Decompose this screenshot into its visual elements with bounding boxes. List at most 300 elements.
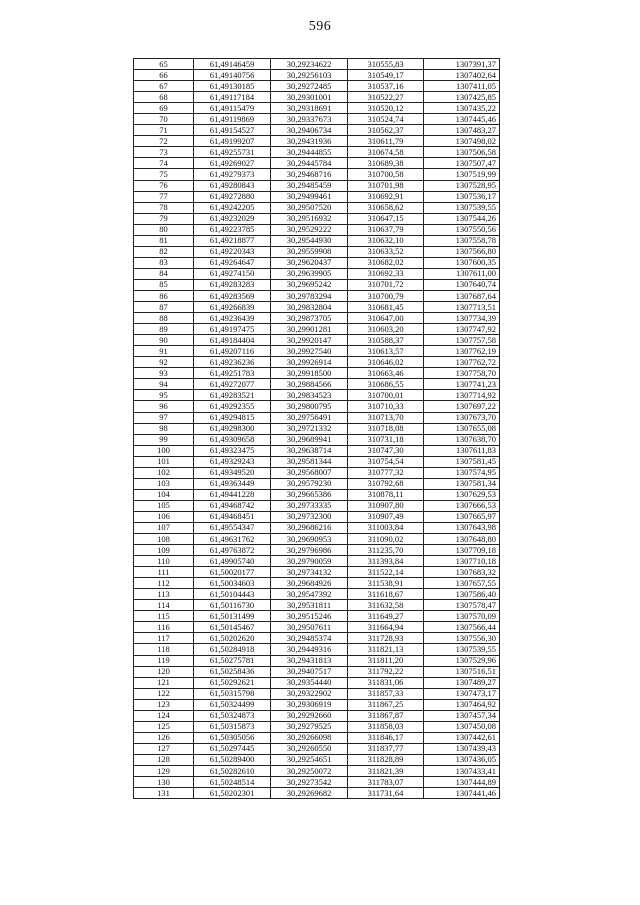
x-coordinate-cell: 310731,18 [348,434,424,445]
table-row [134,655,500,666]
x-coordinate-cell: 310613,57 [348,346,424,357]
latitude-cell: 61,49283283 [194,279,271,290]
x-coordinate-cell: 310524,74 [348,114,424,125]
table-row [134,777,500,788]
y-coordinate-cell: 1307536,17 [424,191,500,202]
point-number-cell: 89 [134,324,194,335]
latitude-cell: 61,49236439 [194,313,271,324]
table-row [134,147,500,158]
latitude-cell: 61,50258436 [194,666,271,677]
latitude-cell: 61,50020177 [194,567,271,578]
table-row [134,257,500,268]
x-coordinate-cell: 310710,33 [348,401,424,412]
longitude-cell: 30,29665386 [271,489,348,500]
latitude-cell: 61,49363449 [194,478,271,489]
table-row [134,390,500,401]
y-coordinate-cell: 1307473,17 [424,688,500,699]
point-number-cell: 68 [134,92,194,103]
table-row [134,754,500,765]
latitude-cell: 61,49199207 [194,136,271,147]
latitude-cell: 61,49223785 [194,224,271,235]
longitude-cell: 30,29732300 [271,511,348,522]
longitude-cell: 30,29721332 [271,423,348,434]
x-coordinate-cell: 311235,70 [348,545,424,556]
point-number-cell: 93 [134,368,194,379]
longitude-cell: 30,29406734 [271,125,348,136]
y-coordinate-cell: 1307683,32 [424,567,500,578]
latitude-cell: 61,50315873 [194,721,271,732]
page-number: 596 [308,19,332,34]
longitude-cell: 30,29684926 [271,578,348,589]
x-coordinate-cell: 310700,79 [348,290,424,301]
y-coordinate-cell: 1307714,92 [424,390,500,401]
longitude-cell: 30,29686216 [271,522,348,533]
point-number-cell: 124 [134,710,194,721]
longitude-cell: 30,29918500 [271,368,348,379]
longitude-cell: 30,29579230 [271,478,348,489]
point-number-cell: 83 [134,257,194,268]
latitude-cell: 61,49119869 [194,114,271,125]
table-row [134,246,500,257]
coordinates-table [133,58,500,799]
y-coordinate-cell: 1307758,70 [424,368,500,379]
x-coordinate-cell: 311618,67 [348,589,424,600]
y-coordinate-cell: 1307648,80 [424,534,500,545]
latitude-cell: 61,49309658 [194,434,271,445]
latitude-cell: 61,49197475 [194,324,271,335]
table-row [134,59,500,70]
y-coordinate-cell: 1307433,41 [424,766,500,777]
x-coordinate-cell: 310555,83 [348,59,424,70]
longitude-cell: 30,29254651 [271,754,348,765]
y-coordinate-cell: 1307483,27 [424,125,500,136]
latitude-cell: 61,49554347 [194,522,271,533]
x-coordinate-cell: 310537,16 [348,81,424,92]
x-coordinate-cell: 310674,58 [348,147,424,158]
longitude-cell: 30,29269682 [271,788,348,799]
x-coordinate-cell: 310632,10 [348,235,424,246]
y-coordinate-cell: 1307665,97 [424,511,500,522]
point-number-cell: 67 [134,81,194,92]
table-row [134,125,500,136]
table-row [134,467,500,478]
point-number-cell: 104 [134,489,194,500]
longitude-cell: 30,29689941 [271,434,348,445]
y-coordinate-cell: 1307528,95 [424,180,500,191]
x-coordinate-cell: 311867,87 [348,710,424,721]
y-coordinate-cell: 1307687,64 [424,290,500,301]
table-row [134,567,500,578]
y-coordinate-cell: 1307566,80 [424,246,500,257]
latitude-cell: 61,50275781 [194,655,271,666]
longitude-cell: 30,29485374 [271,633,348,644]
y-coordinate-cell: 1307666,53 [424,500,500,511]
point-number-cell: 74 [134,158,194,169]
latitude-cell: 61,49468742 [194,500,271,511]
table-row [134,666,500,677]
table-row [134,412,500,423]
x-coordinate-cell: 310692,33 [348,268,424,279]
table-row [134,522,500,533]
table-row [134,710,500,721]
point-number-cell: 66 [134,70,194,81]
point-number-cell: 109 [134,545,194,556]
point-number-cell: 105 [134,500,194,511]
y-coordinate-cell: 1307734,39 [424,313,500,324]
longitude-cell: 30,29256103 [271,70,348,81]
latitude-cell: 61,50292621 [194,677,271,688]
point-number-cell: 122 [134,688,194,699]
latitude-cell: 61,49232029 [194,213,271,224]
point-number-cell: 103 [134,478,194,489]
longitude-cell: 30,29449316 [271,644,348,655]
point-number-cell: 84 [134,268,194,279]
longitude-cell: 30,29516932 [271,213,348,224]
point-number-cell: 85 [134,279,194,290]
table-row [134,169,500,180]
longitude-cell: 30,29507520 [271,202,348,213]
y-coordinate-cell: 1307506,58 [424,147,500,158]
table-row [134,478,500,489]
table-row [134,346,500,357]
table-row [134,743,500,754]
point-number-cell: 130 [134,777,194,788]
latitude-cell: 61,49283569 [194,290,271,301]
table-row [134,357,500,368]
y-coordinate-cell: 1307629,53 [424,489,500,500]
coordinates-table-body [134,59,500,799]
longitude-cell: 30,29927540 [271,346,348,357]
x-coordinate-cell: 310700,01 [348,390,424,401]
point-number-cell: 81 [134,235,194,246]
longitude-cell: 30,29407517 [271,666,348,677]
x-coordinate-cell: 311858,03 [348,721,424,732]
table-row [134,401,500,412]
table-row [134,633,500,644]
y-coordinate-cell: 1307643,98 [424,522,500,533]
longitude-cell: 30,29507611 [271,622,348,633]
y-coordinate-cell: 1307441,46 [424,788,500,799]
longitude-cell: 30,29260550 [271,743,348,754]
x-coordinate-cell: 310633,52 [348,246,424,257]
y-coordinate-cell: 1307489,27 [424,677,500,688]
longitude-cell: 30,29695242 [271,279,348,290]
latitude-cell: 61,50305056 [194,732,271,743]
y-coordinate-cell: 1307697,22 [424,401,500,412]
point-number-cell: 121 [134,677,194,688]
y-coordinate-cell: 1307425,85 [424,92,500,103]
point-number-cell: 70 [134,114,194,125]
table-row [134,70,500,81]
point-number-cell: 126 [134,732,194,743]
latitude-cell: 61,49220343 [194,246,271,257]
longitude-cell: 30,29531811 [271,600,348,611]
table-row [134,302,500,313]
y-coordinate-cell: 1307757,58 [424,335,500,346]
longitude-cell: 30,29273542 [271,777,348,788]
y-coordinate-cell: 1307516,51 [424,666,500,677]
longitude-cell: 30,29790059 [271,556,348,567]
y-coordinate-cell: 1307611,00 [424,268,500,279]
table-row [134,534,500,545]
x-coordinate-cell: 310681,45 [348,302,424,313]
point-number-cell: 97 [134,412,194,423]
point-number-cell: 127 [134,743,194,754]
longitude-cell: 30,29800795 [271,401,348,412]
table-row [134,158,500,169]
x-coordinate-cell: 311831,06 [348,677,424,688]
x-coordinate-cell: 310689,38 [348,158,424,169]
table-row [134,114,500,125]
latitude-cell: 61,50034603 [194,578,271,589]
table-row [134,268,500,279]
y-coordinate-cell: 1307442,61 [424,732,500,743]
table-row [134,368,500,379]
x-coordinate-cell: 311792,22 [348,666,424,677]
point-number-cell: 72 [134,136,194,147]
table-row [134,788,500,799]
latitude-cell: 61,50324499 [194,699,271,710]
longitude-cell: 30,29322902 [271,688,348,699]
point-number-cell: 77 [134,191,194,202]
table-row [134,103,500,114]
x-coordinate-cell: 310562,37 [348,125,424,136]
point-number-cell: 92 [134,357,194,368]
x-coordinate-cell: 311393,84 [348,556,424,567]
longitude-cell: 30,29639905 [271,268,348,279]
x-coordinate-cell: 310701,98 [348,180,424,191]
longitude-cell: 30,29301001 [271,92,348,103]
latitude-cell: 61,49242205 [194,202,271,213]
longitude-cell: 30,29547392 [271,589,348,600]
longitude-cell: 30,29431813 [271,655,348,666]
latitude-cell: 61,49272077 [194,379,271,390]
table-row [134,290,500,301]
x-coordinate-cell: 310611,79 [348,136,424,147]
longitude-cell: 30,29318691 [271,103,348,114]
point-number-cell: 100 [134,445,194,456]
latitude-cell: 61,49236236 [194,357,271,368]
longitude-cell: 30,29499461 [271,191,348,202]
table-row [134,213,500,224]
y-coordinate-cell: 1307436,05 [424,754,500,765]
x-coordinate-cell: 310682,02 [348,257,424,268]
x-coordinate-cell: 310647,00 [348,313,424,324]
latitude-cell: 61,50248514 [194,777,271,788]
latitude-cell: 61,49146459 [194,59,271,70]
longitude-cell: 30,29783294 [271,290,348,301]
point-number-cell: 79 [134,213,194,224]
point-number-cell: 114 [134,600,194,611]
y-coordinate-cell: 1307586,40 [424,589,500,600]
y-coordinate-cell: 1307519,99 [424,169,500,180]
latitude-cell: 61,49763872 [194,545,271,556]
table-row [134,313,500,324]
table-row [134,578,500,589]
longitude-cell: 30,29901281 [271,324,348,335]
x-coordinate-cell: 311846,17 [348,732,424,743]
longitude-cell: 30,29581344 [271,456,348,467]
y-coordinate-cell: 1307558,78 [424,235,500,246]
latitude-cell: 61,49905740 [194,556,271,567]
point-number-cell: 98 [134,423,194,434]
y-coordinate-cell: 1307581,45 [424,456,500,467]
longitude-cell: 30,29568007 [271,467,348,478]
table-row [134,335,500,346]
y-coordinate-cell: 1307529,96 [424,655,500,666]
latitude-cell: 61,50131499 [194,611,271,622]
latitude-cell: 61,50289400 [194,754,271,765]
x-coordinate-cell: 310713,70 [348,412,424,423]
x-coordinate-cell: 311003,84 [348,522,424,533]
point-number-cell: 113 [134,589,194,600]
point-number-cell: 112 [134,578,194,589]
point-number-cell: 131 [134,788,194,799]
x-coordinate-cell: 310603,20 [348,324,424,335]
table-row [134,224,500,235]
latitude-cell: 61,49329243 [194,456,271,467]
point-number-cell: 76 [134,180,194,191]
table-row [134,202,500,213]
x-coordinate-cell: 310777,32 [348,467,424,478]
table-row [134,699,500,710]
longitude-cell: 30,29272485 [271,81,348,92]
table-row [134,766,500,777]
point-number-cell: 129 [134,766,194,777]
table-row [134,589,500,600]
longitude-cell: 30,29234622 [271,59,348,70]
point-number-cell: 94 [134,379,194,390]
table-row [134,92,500,103]
x-coordinate-cell: 310646,02 [348,357,424,368]
latitude-cell: 61,49283521 [194,390,271,401]
point-number-cell: 117 [134,633,194,644]
point-number-cell: 73 [134,147,194,158]
y-coordinate-cell: 1307402,64 [424,70,500,81]
longitude-cell: 30,29485459 [271,180,348,191]
x-coordinate-cell: 311522,14 [348,567,424,578]
latitude-cell: 61,49115479 [194,103,271,114]
point-number-cell: 69 [134,103,194,114]
latitude-cell: 61,49154527 [194,125,271,136]
y-coordinate-cell: 1307570,09 [424,611,500,622]
x-coordinate-cell: 310701,72 [348,279,424,290]
y-coordinate-cell: 1307640,74 [424,279,500,290]
point-number-cell: 65 [134,59,194,70]
point-number-cell: 101 [134,456,194,467]
latitude-cell: 61,49468451 [194,511,271,522]
y-coordinate-cell: 1307498,02 [424,136,500,147]
x-coordinate-cell: 311828,89 [348,754,424,765]
y-coordinate-cell: 1307464,92 [424,699,500,710]
y-coordinate-cell: 1307713,51 [424,302,500,313]
latitude-cell: 61,49130185 [194,81,271,92]
latitude-cell: 61,49279373 [194,169,271,180]
latitude-cell: 61,49207116 [194,346,271,357]
latitude-cell: 61,50284918 [194,644,271,655]
latitude-cell: 61,49269027 [194,158,271,169]
table-row [134,500,500,511]
longitude-cell: 30,29266098 [271,732,348,743]
y-coordinate-cell: 1307544,26 [424,213,500,224]
longitude-cell: 30,29515246 [271,611,348,622]
longitude-cell: 30,29734132 [271,567,348,578]
y-coordinate-cell: 1307657,55 [424,578,500,589]
y-coordinate-cell: 1307539,55 [424,202,500,213]
table-row [134,423,500,434]
y-coordinate-cell: 1307435,22 [424,103,500,114]
table-row [134,545,500,556]
latitude-cell: 61,49117184 [194,92,271,103]
latitude-cell: 61,49184404 [194,335,271,346]
longitude-cell: 30,29832804 [271,302,348,313]
point-number-cell: 90 [134,335,194,346]
table-row [134,511,500,522]
x-coordinate-cell: 310637,79 [348,224,424,235]
x-coordinate-cell: 310692,91 [348,191,424,202]
longitude-cell: 30,29279525 [271,721,348,732]
x-coordinate-cell: 310588,37 [348,335,424,346]
longitude-cell: 30,29920147 [271,335,348,346]
x-coordinate-cell: 310522,27 [348,92,424,103]
latitude-cell: 61,50202620 [194,633,271,644]
x-coordinate-cell: 310754,54 [348,456,424,467]
y-coordinate-cell: 1307457,34 [424,710,500,721]
point-number-cell: 128 [134,754,194,765]
longitude-cell: 30,29926914 [271,357,348,368]
table-row [134,235,500,246]
longitude-cell: 30,29884566 [271,379,348,390]
latitude-cell: 61,50116730 [194,600,271,611]
latitude-cell: 61,50315798 [194,688,271,699]
y-coordinate-cell: 1307710,18 [424,556,500,567]
longitude-cell: 30,29638714 [271,445,348,456]
y-coordinate-cell: 1307391,37 [424,59,500,70]
x-coordinate-cell: 310718,08 [348,423,424,434]
x-coordinate-cell: 310700,58 [348,169,424,180]
y-coordinate-cell: 1307709,18 [424,545,500,556]
table-row [134,622,500,633]
point-number-cell: 78 [134,202,194,213]
table-row [134,677,500,688]
y-coordinate-cell: 1307762,72 [424,357,500,368]
longitude-cell: 30,29306919 [271,699,348,710]
x-coordinate-cell: 311731,64 [348,788,424,799]
point-number-cell: 111 [134,567,194,578]
point-number-cell: 118 [134,644,194,655]
x-coordinate-cell: 310663,46 [348,368,424,379]
table-row [134,81,500,92]
y-coordinate-cell: 1307581,34 [424,478,500,489]
longitude-cell: 30,29529222 [271,224,348,235]
latitude-cell: 61,50202301 [194,788,271,799]
latitude-cell: 61,49274150 [194,268,271,279]
y-coordinate-cell: 1307507,47 [424,158,500,169]
table-row [134,688,500,699]
table-row [134,324,500,335]
longitude-cell: 30,29544930 [271,235,348,246]
latitude-cell: 61,49323475 [194,445,271,456]
table-row [134,644,500,655]
latitude-cell: 61,49251783 [194,368,271,379]
table-row [134,456,500,467]
y-coordinate-cell: 1307574,95 [424,467,500,478]
latitude-cell: 61,50324873 [194,710,271,721]
longitude-cell: 30,29796986 [271,545,348,556]
point-number-cell: 106 [134,511,194,522]
longitude-cell: 30,29250072 [271,766,348,777]
table-row [134,489,500,500]
